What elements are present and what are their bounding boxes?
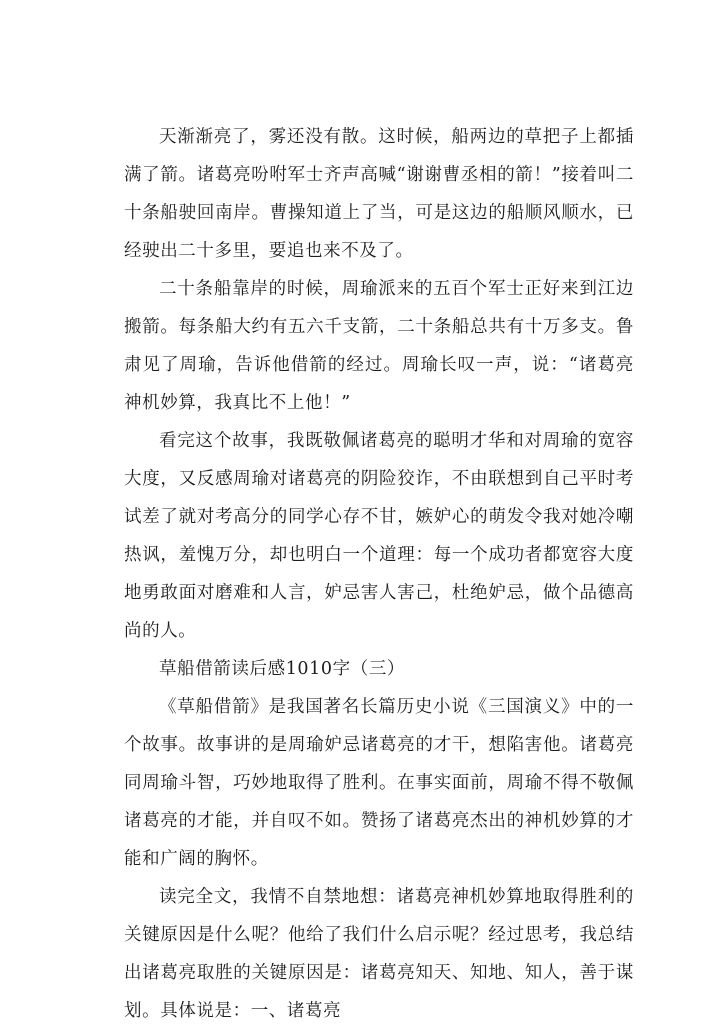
document-page: [124, 118, 634, 1030]
paragraph-story-summary: 《草船借箭》是我国著名长篇历史小说《三国演义》中的一个故事。故事讲的是周瑜妒忌诸葛亮的才干，想陷害他。诸葛亮同周瑜斗智，巧妙地取得了胜利。在事实面前，周瑜不得不敬佩诸葛亮的才能，并自叹不如。赞扬了诸葛亮杰出的神机妙算的才能和广阔的胸怀。: [124, 697, 634, 869]
paragraph-dawn: 天渐渐亮了，雾还没有散。这时候，船两边的草把子上都插满了箭。诸葛亮吩咐军士齐声高喊“谢谢曹丞相的箭！”接着叫二十条船驶回南岸。曹操知道上了当，可是这边的船顺风顺水，已经驶出二十多里，要追也来不及了。: [124, 127, 634, 261]
paragraph-arrows-count: 二十条船靠岸的时候，周瑜派来的五百个军士正好来到江边搬箭。每条船大约有五六千支箭，二十条船总共有十万多支。鲁肃见了周瑜，告诉他借箭的经过。周瑜长叹一声，说：“诸葛亮神机妙算，我真比不上他！”: [124, 279, 634, 413]
paragraph-reflection: 看完这个故事，我既敬佩诸葛亮的聪明才华和对周瑜的宽容大度，又反感周瑜对诸葛亮的阴险狡诈，不由联想到自己平时考试差了就对考高分的同学心存不甘，嫉妒心的萌发令我对她冷嘲热讽，羞愧万分，却也明白一个道理：每一个成功者都宽容大度地勇敢面对磨难和人言，妒忌害人害己，杜绝妒忌，做个品德高尚的人。: [124, 431, 634, 641]
paragraph-analysis: 读完全文，我情不自禁地想：诸葛亮神机妙算地取得胜利的关键原因是什么呢？他给了我们什么启示呢？经过思考，我总结出诸葛亮取胜的关键原因是：诸葛亮知天、知地、知人，善于谋划。具体说是：一、诸葛亮: [124, 887, 634, 1021]
section-title: 草船借箭读后感1010字（三）: [159, 659, 406, 679]
